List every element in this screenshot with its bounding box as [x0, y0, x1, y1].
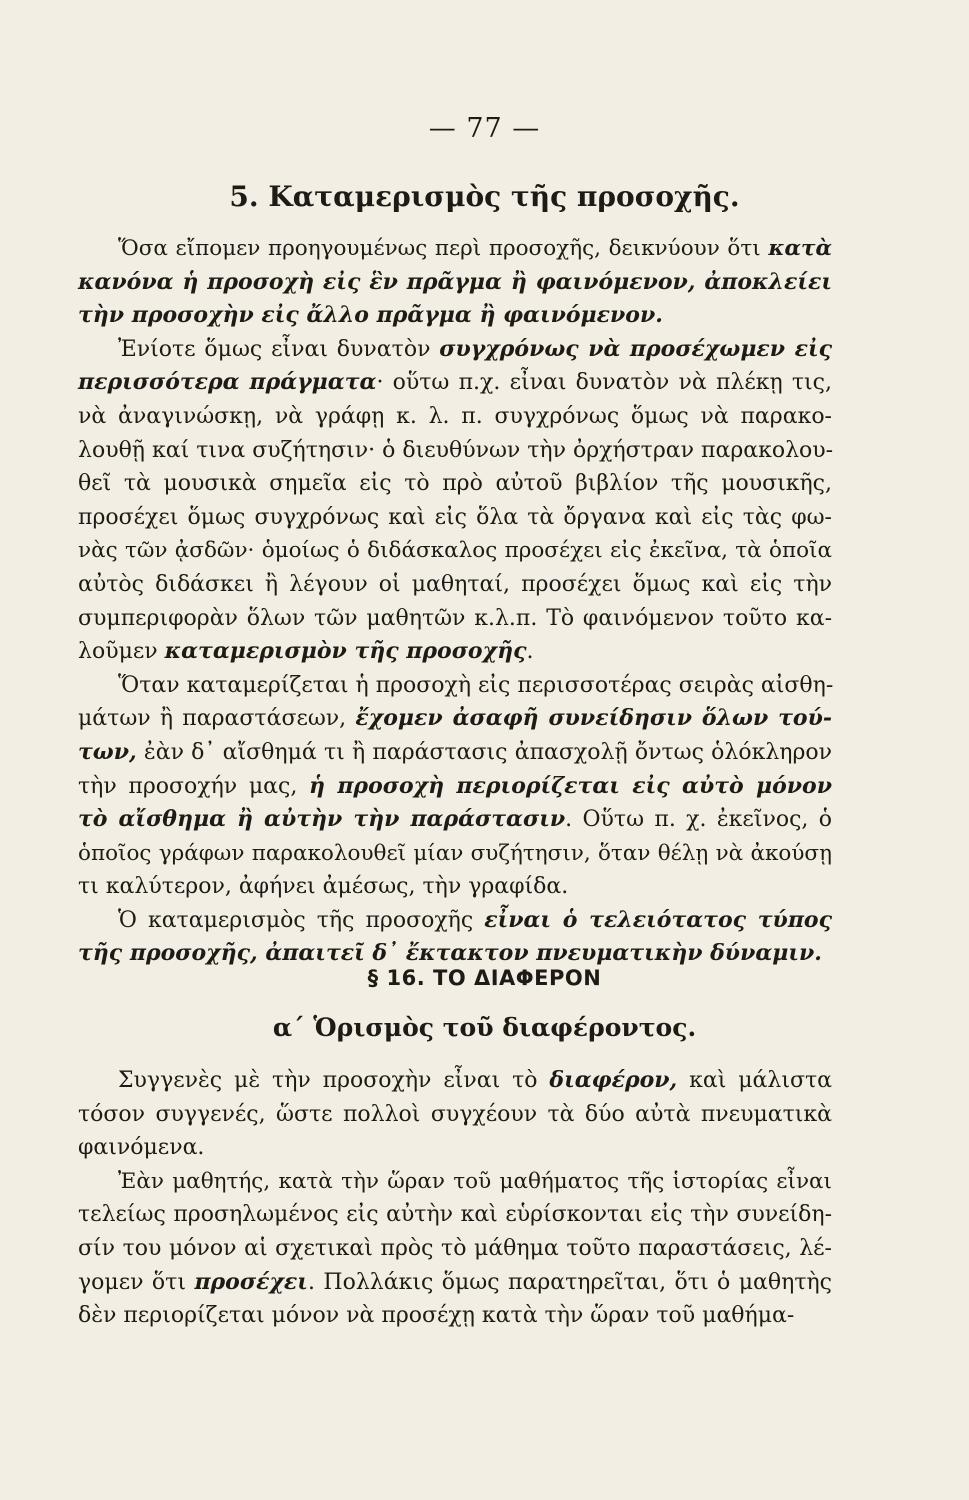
body-text: τὴν προσοχήν μας, [78, 773, 309, 799]
text-line [78, 1232, 832, 1266]
text-line [78, 803, 832, 837]
section-heading: § 16. ΤΟ ΔΙΑΦΕΡΟΝ [367, 966, 602, 990]
text-line [78, 635, 832, 669]
emphasis-text: τὸ αἴσθημα ἢ αὐτὴν τὴν παράστασιν [78, 806, 566, 833]
body-text: Ὅταν καταμερίζεται ἡ προσοχὴ εἰς περισσοτέρας σειρὰς αἰσθη- [118, 672, 834, 698]
body-text: τόσον συγγενές, ὥστε πολλοὶ συγχέουν τὰ δύο αὐτὰ πνευματικὰ [78, 1101, 832, 1127]
body-text: Ἐνίοτε ὅμως εἶναι δυνατὸν [118, 336, 440, 362]
subsection-heading: α΄ Ὁρισμὸς τοῦ διαφέροντος. [272, 1013, 697, 1042]
emphasis-text: ἡ προσοχὴ περιορίζεται εἰς αὐτὸ μόνον [309, 772, 832, 799]
text-line [78, 501, 832, 535]
body-text: γομεν ὅτι [78, 1269, 195, 1295]
body-text: ἐὰν δ᾽ αἴσθημά τι ἢ παράστασις ἀπασχολῇ ὄντως ὁλόκληρον [136, 739, 832, 765]
body-text: μάτων ἢ παραστάσεων, [78, 706, 356, 732]
text-line [78, 568, 832, 602]
text-line [78, 333, 832, 367]
body-text: Ὅσα εἴπομεν προηγουμένως περὶ προσοχῆς, δεικνύουν ὅτι [118, 236, 769, 261]
body-text: δὲν περιορίζεται μόνον νὰ προσέχῃ κατὰ τὴν ὥραν τοῦ μαθήμα- [78, 1303, 795, 1329]
body-text: · οὕτω π.χ. εἶναι δυνατὸν νὰ πλέκῃ τις, [376, 370, 832, 396]
body-text: καὶ μάλιστα [677, 1068, 832, 1093]
emphasis-text: ἔχομεν ἀσαφῆ συνείδησιν ὅλων τού- [355, 705, 832, 732]
body-text: προσέχει ὅμως συγχρόνως καὶ εἰς ὅλα τὰ ὄργανα καὶ εἰς τὰς φω- [78, 504, 832, 530]
chapter-heading: 5. Καταμερισμὸς τῆς προσοχῆς. [229, 180, 740, 213]
text-line [78, 299, 832, 333]
body-text: νὰ ἀναγινώσκῃ, νὰ γράφῃ κ. λ. π. συγχρόνως ὅμως νὰ παρακο- [78, 403, 832, 429]
body-text: νὰς τῶν ᾀσδῶν· ὁμοίως ὁ διδάσκαλος προσέχει εἰς ἐκεῖνα, τὰ ὁποῖα [78, 538, 832, 564]
emphasis-text: συγχρόνως νὰ προσέχωμεν εἰς [439, 335, 832, 362]
emphasis-text: διαφέρον, [549, 1067, 678, 1093]
text-line [78, 1165, 832, 1199]
text-line [78, 1064, 832, 1098]
text-line [78, 837, 832, 871]
body-text: συμπεριφορὰν ὅλων τῶν μαθητῶν κ.λ.π. Τὸ φαινόμενον τοῦτο κα- [78, 605, 832, 631]
text-block-1 [78, 232, 832, 971]
text-line [78, 534, 832, 568]
body-text: φαινόμενα. [78, 1135, 205, 1161]
body-text: Ἐὰν μαθητής, κατὰ τὴν ὥραν τοῦ μαθήματος τῆς ἱστορίας εἶναι [118, 1168, 832, 1194]
body-text: τελείως προσηλωμένος εἰς αὐτὴν καὶ εὑρίσκονται εἰς τὴν συνείδη- [78, 1202, 832, 1228]
text-line [78, 770, 832, 804]
emphasis-text: εἶναι ὁ τελειότατος τύπος [484, 906, 832, 933]
text-line [78, 702, 832, 736]
text-line [78, 1299, 832, 1333]
emphasis-text: καταμερισμὸν τῆς προσοχῆς [164, 638, 527, 665]
text-line [78, 669, 832, 703]
emphasis-text: των, [78, 738, 137, 765]
text-line [78, 1098, 832, 1132]
text-line [78, 366, 832, 400]
body-text: Ὁ καταμερισμὸς τῆς προσοχῆς [118, 907, 485, 933]
text-line [78, 870, 832, 904]
text-line [78, 1198, 832, 1232]
body-text: ὁποῖος γράφων παρακολουθεῖ μίαν συζήτησιν, ὅταν θέλῃ νὰ ἀκούσῃ [78, 840, 832, 866]
body-text: σίν του μόνον αἱ σχετικαὶ πρὸς τὸ μάθημα τοῦτο παραστάσεις, λέ- [78, 1235, 832, 1261]
body-text: Συγγενὲς μὲ τὴν προσοχὴν εἶναι τὸ [118, 1068, 550, 1093]
emphasis-text: περισσότερα πράγματα [78, 369, 377, 396]
text-line [78, 602, 832, 636]
text-block-2 [78, 1064, 832, 1333]
text-line [78, 400, 832, 434]
text-line [78, 1266, 832, 1300]
emphasis-text: κανόνα ἡ προσοχὴ εἰς ἓν πρᾶγμα ἢ φαινόμενον, ἀποκλείει [78, 268, 832, 295]
body-text: τι καλύτερον, ἀφήνει ἀμέσως, τὴν γραφίδα. [78, 874, 569, 900]
text-line [78, 467, 832, 501]
emphasis-text: κατὰ [768, 236, 832, 261]
body-text: θεῖ τὰ μουσικὰ σημεῖα εἰς τὸ πρὸ αὐτοῦ βιβλίον τῆς μουσικῆς, [78, 471, 832, 497]
body-text: . [526, 639, 534, 665]
text-line [78, 434, 832, 468]
emphasis-text: τὴν προσοχὴν εἰς ἄλλο πρᾶγμα ἢ φαινόμενον. [78, 302, 663, 329]
text-line [78, 736, 832, 770]
emphasis-text: προσέχει [194, 1268, 308, 1295]
body-text: . Πολλάκις ὅμως παρατηρεῖται, ὅτι ὁ μαθητὴς [307, 1269, 832, 1295]
emphasis-text: τῆς προσοχῆς, ἀπαιτεῖ δ᾽ ἔκτακτον πνευματικὴν δύναμιν. [78, 940, 822, 967]
text-line [78, 232, 832, 266]
body-text: αὐτὸς διδάσκει ἢ λέγουν οἱ μαθηταί, προσέχει ὅμως καὶ εἰς τὴν [78, 571, 832, 597]
body-text: λοῦμεν [78, 639, 165, 665]
body-text: . Οὕτω π. χ. ἐκεῖνος, ὁ [565, 807, 832, 833]
text-line [78, 904, 832, 938]
body-text: λουθῇ καί τινα συζήτησιν· ὁ διευθύνων τὴν ὀρχήστραν παρακολου- [78, 437, 834, 463]
text-line [78, 1131, 832, 1165]
page-number: — 77 — [428, 113, 541, 144]
text-line [78, 266, 832, 300]
